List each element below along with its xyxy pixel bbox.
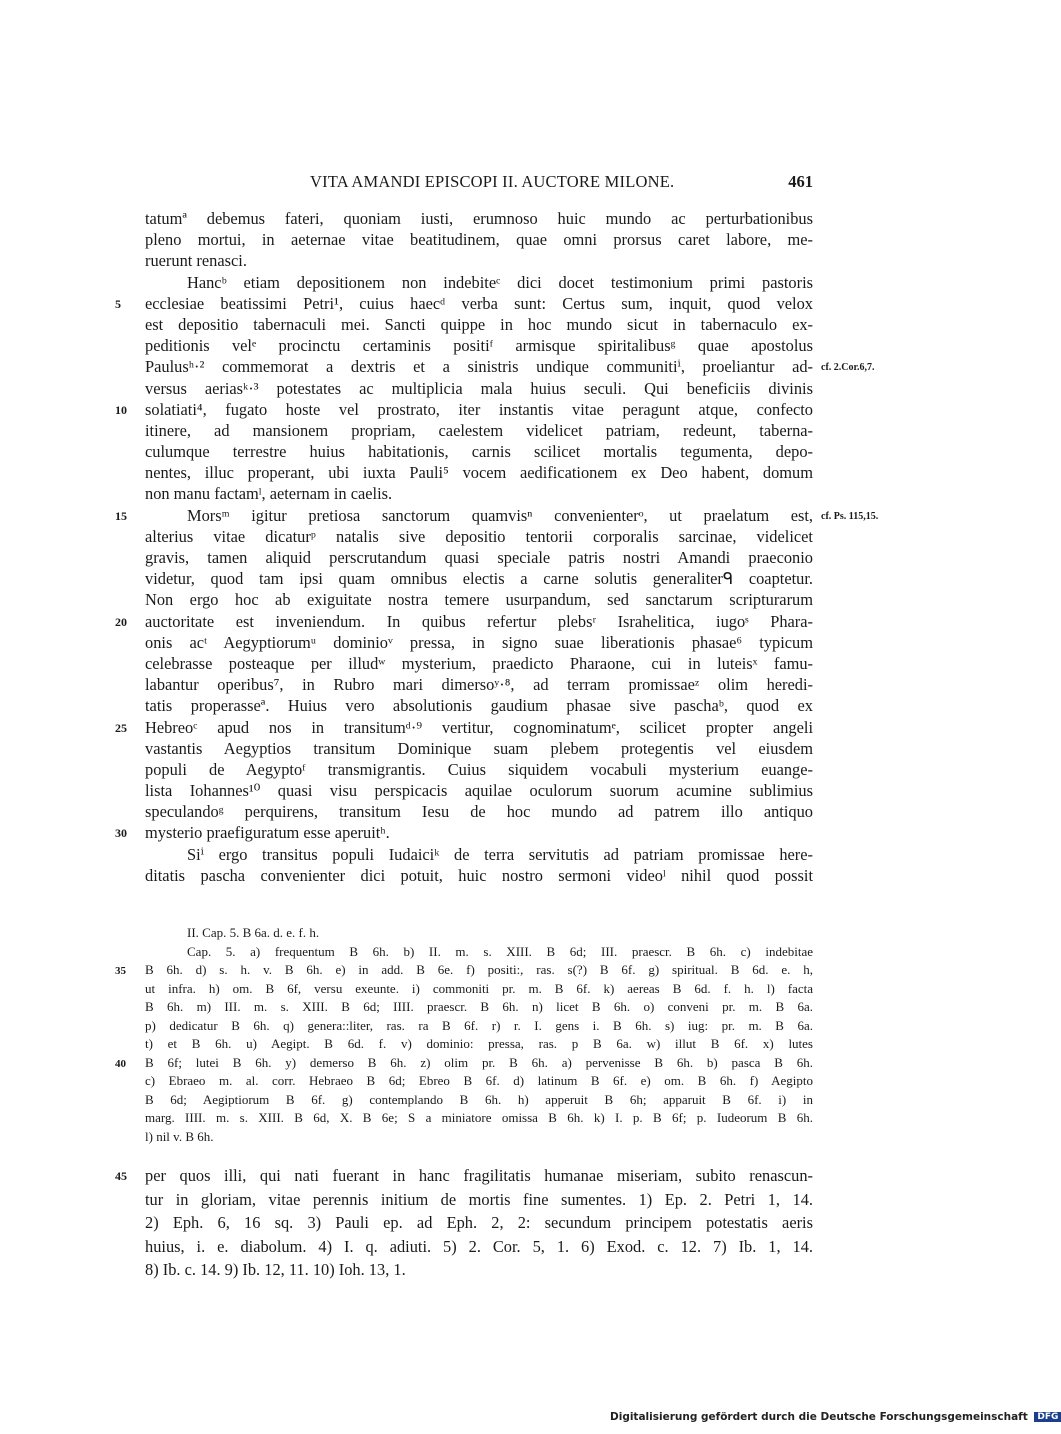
text-line xyxy=(145,314,813,335)
line-text: mysterio praefiguratum esse aperuitʰ. xyxy=(145,823,390,843)
line-number: 30 xyxy=(115,826,127,841)
line-text: per quos illi, qui nati fuerant in hanc fragilitatis humanae miseriam, subito renascun- xyxy=(145,1166,813,1185)
text-line xyxy=(115,822,813,843)
line-text: populi de Aegyptoᶠ transmigrantis. Cuius siquidem vocabuli mysterium euange- xyxy=(145,759,813,779)
text-line xyxy=(145,526,813,547)
line-text: labantur operibus⁷, in Rubro mari dimersoʸ·⁸, ad terram promissaeᶻ olim heredi- xyxy=(145,675,813,695)
text-line xyxy=(115,1054,813,1073)
text-line xyxy=(145,1211,813,1235)
text-line xyxy=(145,272,813,293)
line-number: 5 xyxy=(115,296,121,311)
line-text: 8) Ib. c. 14. 9) Ib. 12, 11. 10) Ioh. 13, 1. xyxy=(145,1260,406,1279)
line-text: p) dedicatur B 6h. q) genera::liter, ras. ra B 6f. r) r. I. gens i. B 6h. s) iug: pr. m. B 6a. xyxy=(145,1017,813,1033)
text-line xyxy=(145,998,813,1017)
text-line xyxy=(145,335,813,356)
line-text: pleno mortui, in aeternae vitae beatitudinem, quae omni prorsus caret labore, me- xyxy=(145,230,813,250)
dfg-logo: DFG xyxy=(1034,1412,1061,1422)
line-text: lista Iohannes¹⁰ quasi visu perspicacis aquilae oculorum suorum acumine sublimius xyxy=(145,781,813,801)
line-text: Non ergo hoc ab exiguitate nostra temere usurpandum, sed sanctarum scripturarum xyxy=(145,590,813,610)
line-text: t) et B 6h. u) Aegipt. B 6d. f. v) dominio: pressa, ras. p B 6a. w) illut B 6f. x) lutes xyxy=(145,1036,813,1051)
text-line xyxy=(145,865,813,886)
line-text: ut infra. h) om. B 6f, versu exeunte. i) commoniti pr. m. B 6f. k) aereas B 6d. f. h. l) facta xyxy=(145,980,813,996)
text-line xyxy=(145,632,813,653)
page-number: 461 xyxy=(788,172,813,191)
text-line xyxy=(145,378,813,399)
text-line xyxy=(145,1109,813,1128)
text-line xyxy=(115,399,813,420)
line-text: versus aeriasᵏ·³ potestates ac multiplicia mala huius seculi. Qui beneficiis divinis xyxy=(145,378,813,398)
line-text: vastantis Aegyptios transitum Dominique suam plebem protegentis vel eiusdem xyxy=(145,738,813,758)
line-text: est depositio tabernaculi mei. Sancti quippe in hoc mundo sicut in tabernaculo ex- xyxy=(145,314,813,334)
footnotes xyxy=(115,1164,813,1282)
text-line xyxy=(115,293,813,314)
text-line xyxy=(145,980,813,999)
line-number: 25 xyxy=(115,720,127,735)
line-text: huius, i. e. diabolum. 4) I. q. adiuti. 5) 2. Cor. 5, 1. 6) Exod. c. 12. 7) Ib. 1, 14. xyxy=(145,1236,813,1256)
line-text: B 6f; lutei B 6h. y) demerso B 6h. z) olim pr. B 6h. a) pervenisse B 6h. b) pasca B 6h. xyxy=(145,1054,813,1070)
text-line xyxy=(145,589,813,610)
line-text: culumque terrestre huius habitationis, carnis scilicet mortalis tegumenta, depo- xyxy=(145,442,813,462)
text-line xyxy=(145,1188,813,1212)
line-text: l) nil v. B 6h. xyxy=(145,1128,214,1144)
text-line xyxy=(145,695,813,716)
line-text: ditatis pascha convenienter dici potuit, huic nostro sermoni videoˡ nihil quod possit xyxy=(145,865,813,885)
line-text: gravis, tamen aliquid perscrutandum quasi speciale patris nostri Amandi praeconio xyxy=(145,548,813,567)
line-text: tatumª debemus fateri, quoniam iusti, erumnoso huic mundo ac perturbationibus xyxy=(145,209,813,228)
running-title: VITA AMANDI EPISCOPI II. AUCTORE MILONE. xyxy=(310,172,675,191)
line-text: onis acᵗ Aegyptiorumᵘ dominioᵛ pressa, in signo suae liberationis phasae⁶ typicum xyxy=(145,632,813,652)
text-line xyxy=(145,1091,813,1110)
line-text: Morsᵐ igitur pretiosa sanctorum quamvisⁿ convenienterᵒ, ut praelatum est, xyxy=(187,505,813,525)
text-line xyxy=(115,1164,813,1188)
text-line xyxy=(145,483,813,504)
line-text: marg. IIII. m. s. XIII. B 6d, X. B 6e; S a miniatore omissa B 6h. k) I. p. B 6f; p. Iudeorum B 6h. xyxy=(145,1110,813,1125)
text-line xyxy=(145,943,813,962)
line-text: ecclesiae beatissimi Petri¹, cuius haecᵈ verba sunt: Certus sum, inquit, quod velox xyxy=(145,293,813,313)
line-text: B 6h. m) III. m. s. XIII. B 6d; IIII. praescr. B 6h. n) licet B 6h. o) conveni pr. m. B 6a. xyxy=(145,999,813,1014)
line-text: videtur, quod tam ipsi quam omnibus electis a carne solutis generaliterᑫ coaptetur. xyxy=(145,569,813,589)
line-text: tatis properasseª. Huius vero absolutionis gaudium phasae sive paschaᵇ, quod ex xyxy=(145,696,813,716)
text-line xyxy=(115,611,813,632)
text-line xyxy=(145,653,813,674)
line-text: celebrasse posteaque per illudʷ mysterium, praedicto Pharaone, cui in luteisˣ famu- xyxy=(145,653,813,673)
line-text: Siⁱ ergo transitus populi Iudaiciᵏ de terra servitutis ad patriam promissae here- xyxy=(187,844,813,864)
text-line xyxy=(115,505,879,526)
text-line xyxy=(145,356,875,377)
line-text: nentes, illuc properant, ubi iuxta Pauli⁵ vocem aedificationem ex Deo habent, domum xyxy=(145,463,813,483)
text-line xyxy=(145,1235,813,1259)
text-line xyxy=(145,1128,813,1147)
text-line xyxy=(145,1258,813,1282)
line-text: B 6h. d) s. h. v. B 6h. e) in add. B 6e. f) positi:, ras. s(?) B 6f. g) spiritual. B 6d. e. h, xyxy=(145,962,813,977)
line-text: tur in gloriam, vitae perennis initium de mortis fine sumentes. 1) Ep. 2. Petri 1, 14. xyxy=(145,1189,813,1209)
line-text: Paulusʰ·² commemorat a dextris et a sinistris undique communitiⁱ, proeliantur ad- xyxy=(145,357,813,377)
text-line xyxy=(145,1035,813,1054)
line-text: alterius vitae dicaturᵖ natalis sive depositio tentorii corporalis sarcinae, videlicet xyxy=(145,526,813,546)
text-line xyxy=(145,759,813,780)
line-text: peditionis velᵉ procinctu certaminis positiᶠ armisque spiritalibusᵍ quae apostolus xyxy=(145,336,813,356)
text-line xyxy=(145,441,813,462)
text-line xyxy=(145,462,813,483)
text-line xyxy=(145,844,813,865)
text-line xyxy=(145,738,813,759)
line-number: 40 xyxy=(115,1057,126,1070)
line-text: itinere, ad mansionem propriam, caelestem videlicet patriam, redeunt, taberna- xyxy=(145,420,813,440)
line-text: solatiati⁴, fugato hoste vel prostrato, iter instantis vitae peragunt atque, confecto xyxy=(145,399,813,419)
margin-reference: cf. Ps. 115,15. xyxy=(821,510,879,522)
text-line xyxy=(145,1072,813,1091)
text-line xyxy=(145,250,813,271)
digitization-credit xyxy=(610,1411,1061,1423)
margin-reference: cf. 2.Cor.6,7. xyxy=(821,362,875,374)
line-text: B 6d; Aegiptiorum B 6f. g) contemplando B 6h. h) apperuit B 6h; apparuit B 6f. i) in xyxy=(145,1091,813,1107)
line-text: non manu factamˡ, aeternam in caelis. xyxy=(145,484,393,504)
text-line xyxy=(145,420,813,441)
line-number: 10 xyxy=(115,402,127,417)
line-number: 35 xyxy=(115,965,126,977)
text-line xyxy=(145,674,813,695)
line-text: c) Ebraeo m. al. corr. Hebraeo B 6d; Ebreo B 6f. d) latinum B 6f. e) om. B 6h. f) Aegipto xyxy=(145,1073,813,1088)
line-text: speculandoᵍ perquirens, transitum Iesu de hoc mundo ad patrem illo antiquo xyxy=(145,802,813,822)
line-number: 15 xyxy=(115,508,127,523)
line-text: Hancᵇ etiam depositionem non indebiteᶜ dici docet testimonium primi pastoris xyxy=(187,272,813,292)
text-line xyxy=(145,801,813,822)
line-text: ruerunt renasci. xyxy=(145,251,247,271)
text-line xyxy=(145,780,813,801)
line-number: 45 xyxy=(115,1169,127,1183)
text-line xyxy=(145,568,813,589)
running-header xyxy=(145,172,813,196)
text-line xyxy=(115,961,813,980)
line-text: II. Cap. 5. B 6a. d. e. f. h. xyxy=(187,925,320,940)
critical-apparatus xyxy=(115,924,813,1146)
text-line xyxy=(145,229,813,250)
line-text: 2) Eph. 6, 16 sq. 3) Pauli ep. ad Eph. 2, 2: secundum principem potestatis aeris xyxy=(145,1213,813,1232)
text-line xyxy=(145,1017,813,1036)
line-text: auctoritate est inveniendum. In quibus refertur plebsʳ Israhelitica, iugoˢ Phara- xyxy=(145,611,813,631)
line-number: 20 xyxy=(115,614,127,629)
text-line xyxy=(145,208,813,229)
text-line xyxy=(145,547,813,568)
main-text xyxy=(115,208,879,886)
credit-text: Digitalisierung gefördert durch die Deutsche Forschungsgemeinschaft xyxy=(610,1411,1028,1423)
line-text: Cap. 5. a) frequentum B 6h. b) II. m. s. XIII. B 6d; III. praescr. B 6h. c) indebitae xyxy=(187,943,813,959)
text-line xyxy=(145,924,813,943)
text-line xyxy=(115,717,813,738)
line-text: Hebreoᶜ apud nos in transitumᵈ·⁹ vertitur, cognominatumᵉ, scilicet propter angeli xyxy=(145,717,813,737)
